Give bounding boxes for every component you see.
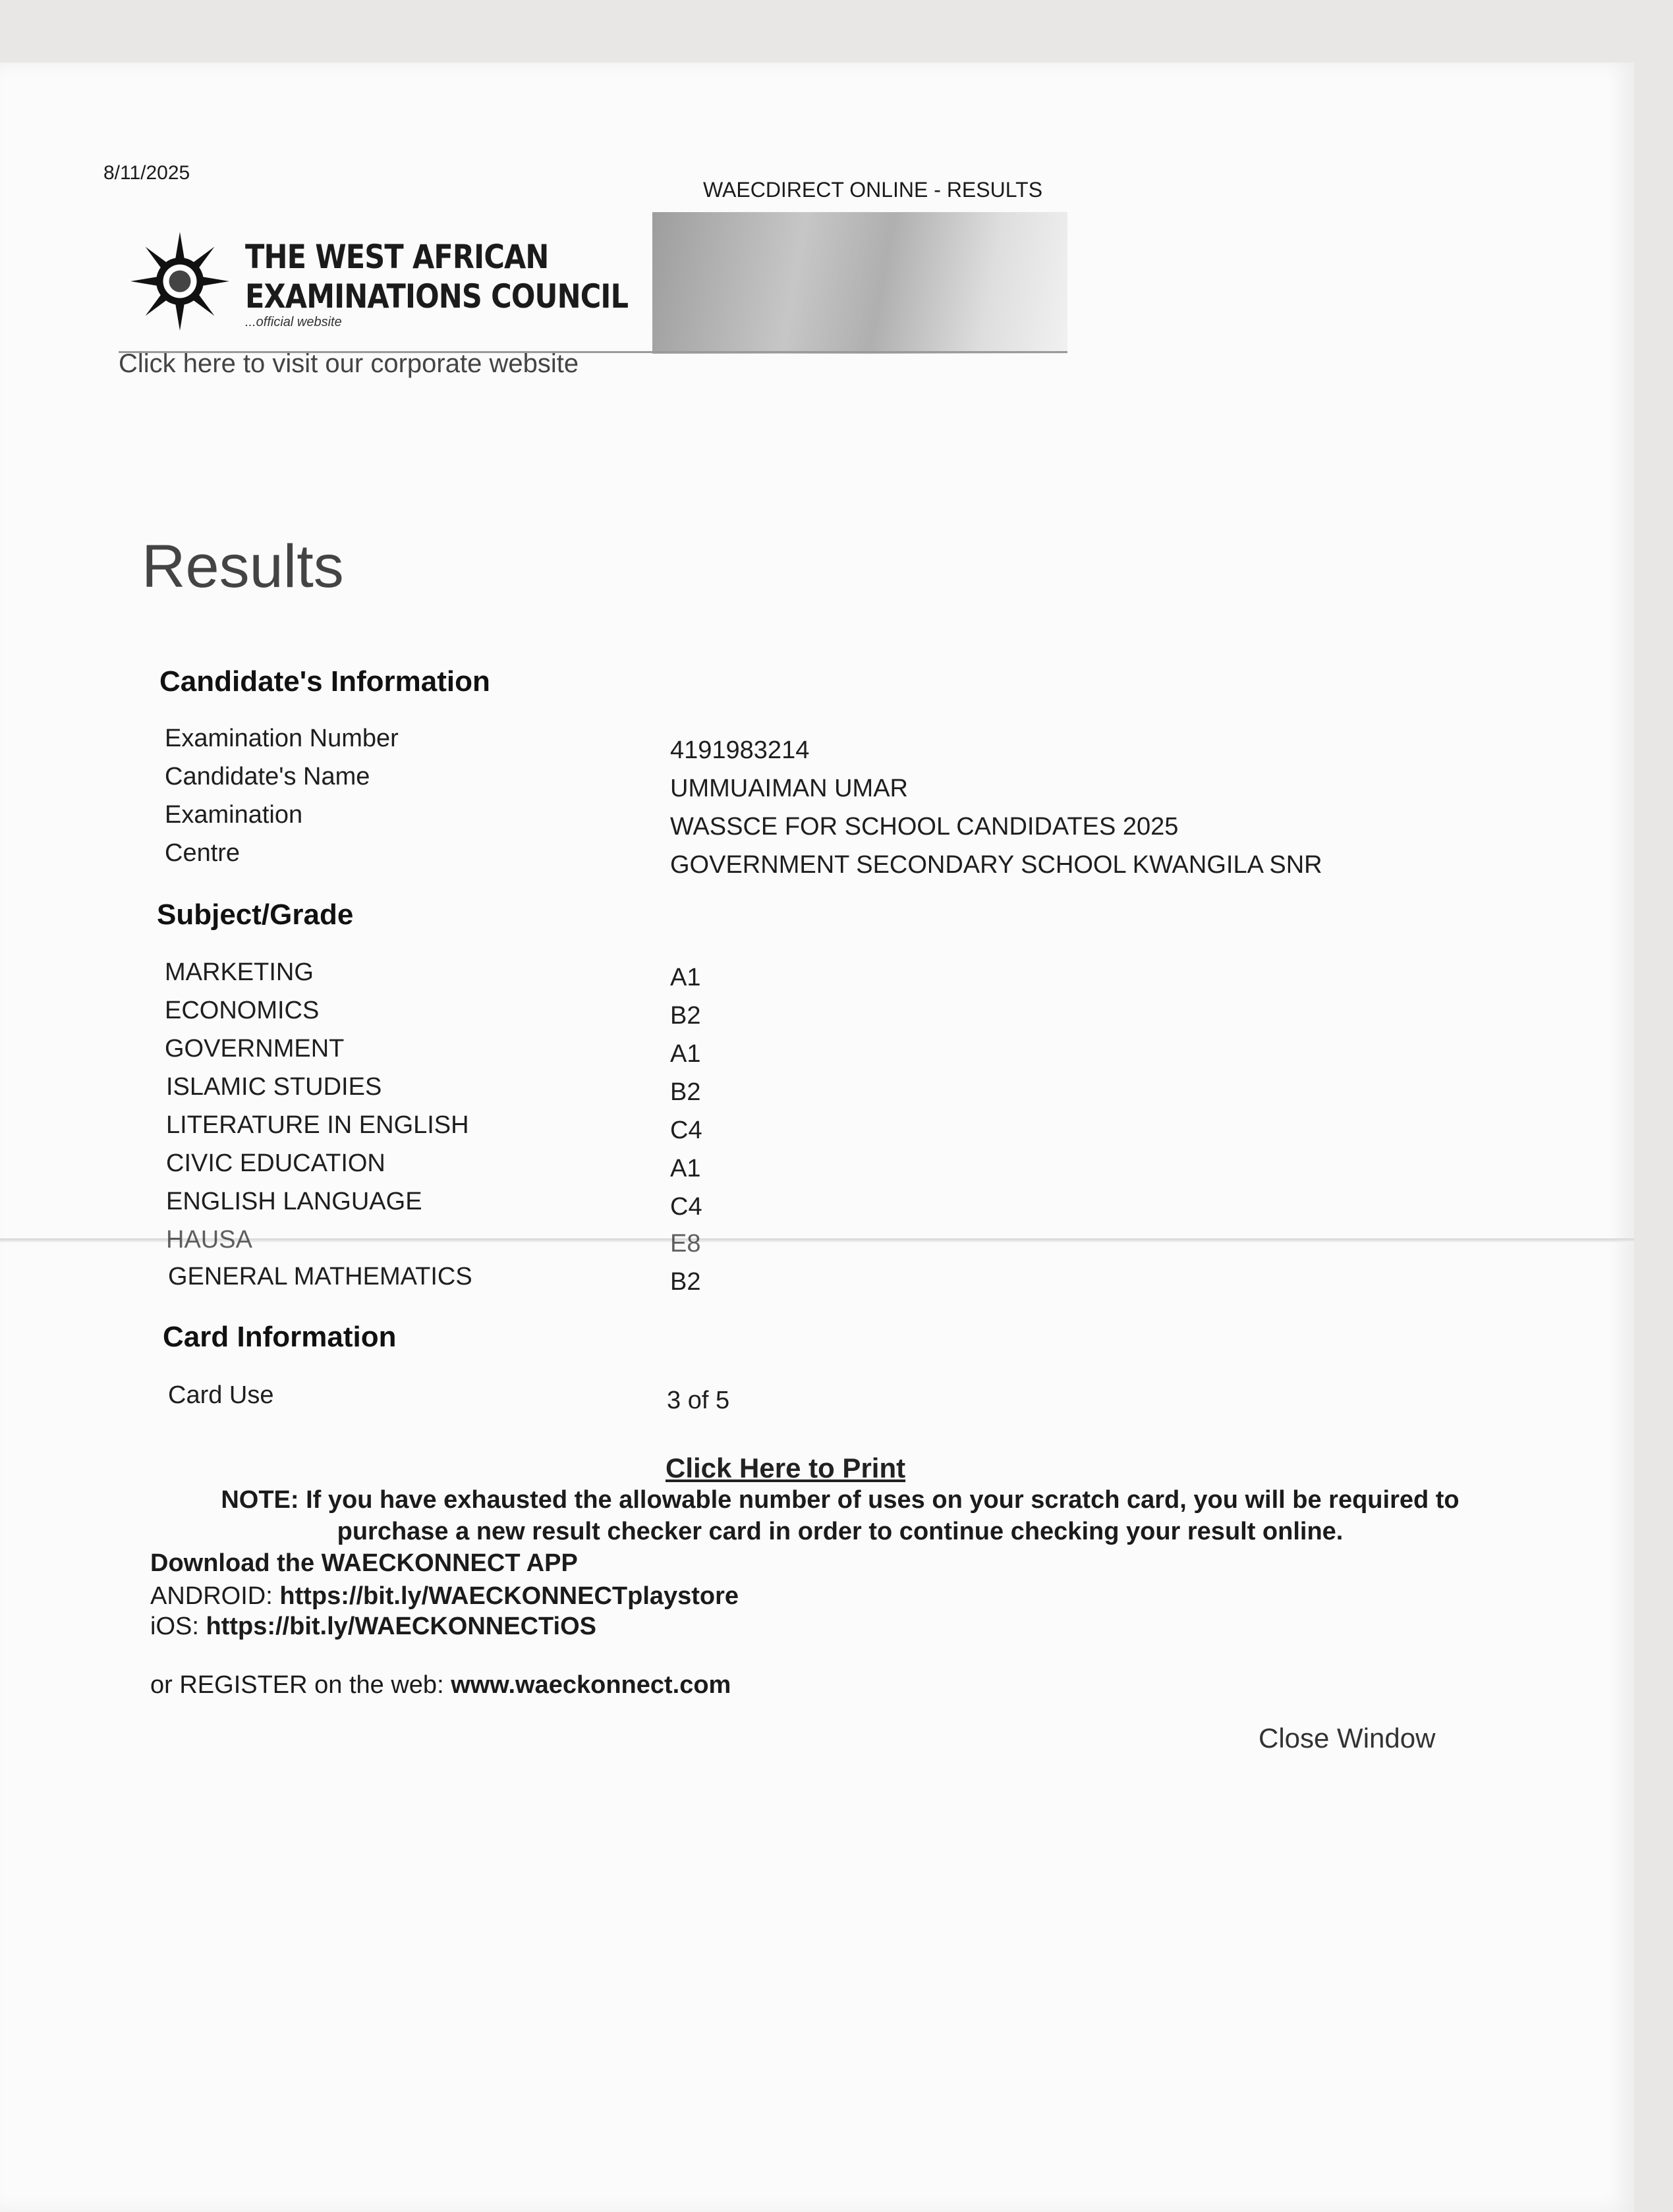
android-label: ANDROID: (150, 1582, 280, 1610)
subject-name: MARKETING (165, 958, 314, 986)
corporate-website-link[interactable]: Click here to visit our corporate website (119, 349, 579, 378)
candidate-info-heading: Candidate's Information (159, 665, 490, 698)
exam-number-label: Examination Number (165, 725, 399, 752)
exam-number-value: 4191983214 (670, 736, 810, 764)
subject-name: GOVERNMENT (165, 1035, 345, 1063)
waec-logo-icon (130, 232, 229, 331)
header-banner-image (652, 212, 1067, 354)
candidate-name-value: UMMUAIMAN UMAR (670, 775, 908, 802)
print-date: 8/11/2025 (103, 162, 190, 184)
android-link[interactable]: https://bit.ly/WAECKONNECTplaystore (279, 1582, 739, 1610)
examination-label: Examination (165, 801, 303, 829)
ios-download-line (150, 1613, 596, 1641)
download-app-heading: Download the WAECKONNECT APP (150, 1549, 578, 1577)
subject-name: HAUSA (166, 1226, 252, 1254)
card-info-heading: Card Information (163, 1321, 397, 1353)
subject-name: ENGLISH LANGUAGE (166, 1188, 422, 1215)
card-use-label: Card Use (168, 1381, 274, 1409)
candidate-name-label: Candidate's Name (165, 763, 370, 790)
register-label: or REGISTER on the web: (150, 1671, 451, 1699)
examination-value: WASSCE FOR SCHOOL CANDIDATES 2025 (670, 813, 1179, 841)
subject-name: LITERATURE IN ENGLISH (166, 1111, 469, 1139)
centre-label: Centre (165, 839, 241, 867)
subject-grade: A1 (670, 1155, 701, 1182)
org-name (245, 237, 628, 316)
ios-label: iOS: (150, 1613, 206, 1640)
ios-link[interactable]: https://bit.ly/WAECKONNECTiOS (206, 1613, 596, 1640)
subject-grade: E8 (670, 1230, 701, 1258)
subject-grade: B2 (670, 1268, 701, 1296)
register-link[interactable]: www.waeckonnect.com (451, 1671, 731, 1699)
subject-name: ISLAMIC STUDIES (166, 1073, 382, 1101)
register-line (150, 1671, 731, 1700)
subject-name: CIVIC EDUCATION (166, 1149, 385, 1177)
subject-name: GENERAL MATHEMATICS (168, 1263, 472, 1290)
card-use-value: 3 of 5 (667, 1387, 730, 1414)
org-name-line2: EXAMINATIONS COUNCIL (245, 277, 629, 316)
page-title: Results (142, 533, 344, 600)
subject-grade: A1 (670, 964, 701, 991)
print-button[interactable]: Click Here to Print (666, 1452, 906, 1483)
subject-grade: C4 (670, 1117, 702, 1144)
scratch-card-note: NOTE: If you have exhausted the allowable number of uses on your scratch card, you will be required to purchase a new result checker card in order to continue checking your result online. (221, 1486, 1460, 1545)
subject-grade: B2 (670, 1078, 701, 1106)
centre-value: GOVERNMENT SECONDARY SCHOOL KWANGILA SNR (670, 851, 1322, 879)
subject-grade: C4 (670, 1193, 702, 1221)
subject-grade-heading: Subject/Grade (157, 899, 354, 931)
subject-name: ECONOMICS (165, 997, 320, 1024)
android-download-line (150, 1582, 739, 1611)
subject-grade: B2 (670, 1002, 701, 1030)
close-window-button[interactable]: Close Window (1259, 1723, 1436, 1754)
subject-grade: A1 (670, 1040, 701, 1068)
org-name-line1: THE WEST AFRICAN (245, 238, 549, 276)
org-tagline: ...official website (245, 315, 342, 329)
print-page-title: WAECDIRECT ONLINE - RESULTS (703, 178, 1043, 202)
